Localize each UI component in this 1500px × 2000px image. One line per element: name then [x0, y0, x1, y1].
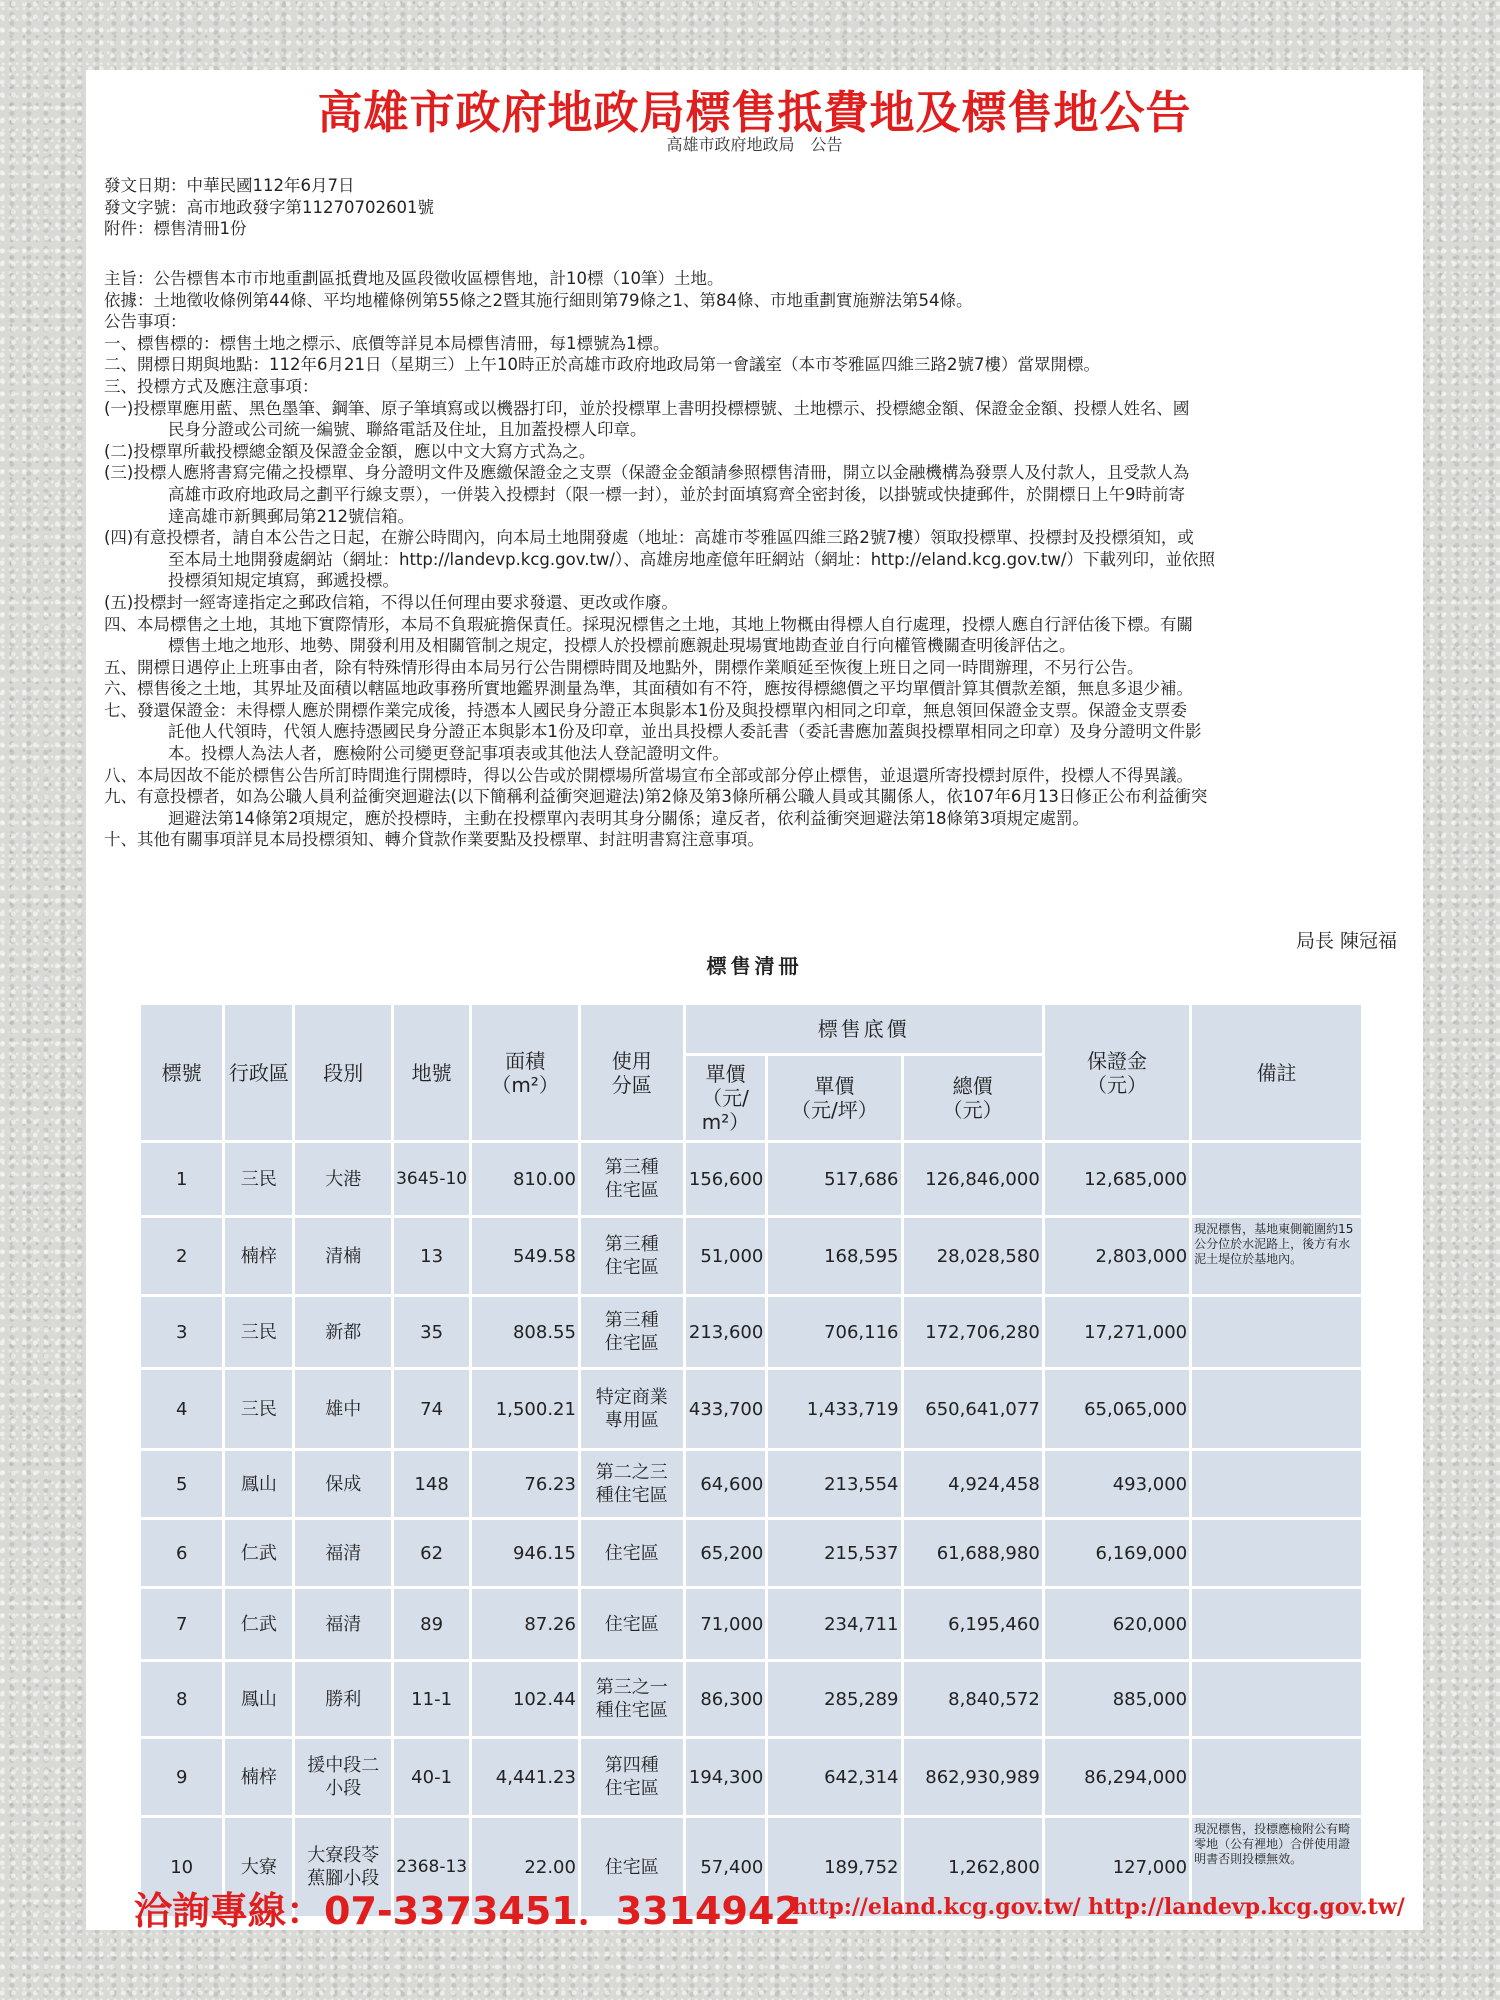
- col-header-unit-ping: 單價 （元/坪）: [768, 1056, 900, 1140]
- cell-district: 鳳山: [225, 1451, 292, 1517]
- cell-unit-ping: 285,289: [768, 1662, 900, 1736]
- table-row: [141, 1739, 1361, 1815]
- cell-total: 862,930,989: [904, 1739, 1042, 1815]
- cell-unit-m2: 213,600: [686, 1297, 766, 1367]
- cell-area: 808.55: [472, 1297, 578, 1367]
- cell-total: 172,706,280: [904, 1297, 1042, 1367]
- cell-remark: [1192, 1143, 1361, 1215]
- body-line: (三)投標人應將書寫完備之投標單、身分證明文件及應繳保證金之支票（保證金金額請參照標售清冊，開立以金融機構為發票人及付款人，且受款人為: [104, 463, 1190, 483]
- cell-zone: 第三種 住宅區: [581, 1143, 683, 1215]
- cell-deposit: 12,685,000: [1045, 1143, 1189, 1215]
- body-line: 九、有意投標者，如為公職人員利益衝突迴避法(以下簡稱利益衝突迴避法)第2條及第3條所稱公職人員或其關係人，依107年6月13日修正公布利益衝突: [104, 787, 1208, 807]
- cell-unit-m2: 65,200: [686, 1520, 766, 1586]
- body-line: (五)投標封一經寄達指定之郵政信箱，不得以任何理由要求發還、更改或作廢。: [104, 592, 678, 612]
- cell-unit-m2: 156,600: [686, 1143, 766, 1215]
- body-line: 一、標售標的：標售土地之標示、底價等詳見本局標售清冊，每1標號為1標。: [104, 333, 670, 353]
- notice-body: [104, 268, 1404, 851]
- list-title: 標售清冊: [706, 954, 803, 978]
- cell-deposit: 885,000: [1045, 1662, 1189, 1736]
- cell-section: 援中段二 小段: [295, 1739, 391, 1815]
- cell-zone: 第四種 住宅區: [581, 1739, 683, 1815]
- notice-sheet: [86, 70, 1423, 1933]
- cell-district: 鳳山: [225, 1662, 292, 1736]
- notice-title: 高雄市政府地政局標售抵費地及標售地公告: [317, 86, 1192, 139]
- attachment: 附件：標售清冊1份: [104, 219, 247, 238]
- notice-subtitle: 高雄市政府地政局 公告: [666, 135, 843, 154]
- cell-section: 保成: [295, 1451, 391, 1517]
- cell-unit-ping: 215,537: [768, 1520, 900, 1586]
- cell-section: 勝利: [295, 1662, 391, 1736]
- cell-lot: 148: [394, 1451, 469, 1517]
- cell-district: 楠梓: [225, 1218, 292, 1294]
- cell-remark: [1192, 1451, 1361, 1517]
- cell-section: 大港: [295, 1143, 391, 1215]
- table-row: [141, 1297, 1361, 1367]
- cell-remark: [1192, 1520, 1361, 1586]
- cell-zone: 住宅區: [581, 1589, 683, 1659]
- cell-deposit: 65,065,000: [1045, 1370, 1189, 1448]
- cell-district: 三民: [225, 1297, 292, 1367]
- cell-no: 9: [141, 1739, 222, 1815]
- cell-deposit: 2,803,000: [1045, 1218, 1189, 1294]
- cell-total: 126,846,000: [904, 1143, 1042, 1215]
- table-row: [141, 1589, 1361, 1659]
- cell-lot: 40-1: [394, 1739, 469, 1815]
- col-header-zone: 使用 分區: [581, 1005, 683, 1140]
- cell-deposit: 127,000: [1045, 1818, 1189, 1916]
- col-header-lot: 地號: [394, 1005, 469, 1140]
- cell-section: 福清: [295, 1520, 391, 1586]
- body-line: 民身分證或公司統一編號、聯絡電話及住址，且加蓋投標人印章。: [168, 420, 647, 440]
- table-header-row: [141, 1005, 1361, 1053]
- cell-deposit: 6,169,000: [1045, 1520, 1189, 1586]
- cell-deposit: 17,271,000: [1045, 1297, 1189, 1367]
- cell-deposit: 86,294,000: [1045, 1739, 1189, 1815]
- body-line: (四)有意投標者，請自本公告之日起，在辦公時間內，向本局土地開發處（地址：高雄市苓雅區四維三路2號7樓）領取投標單、投標封及投標須知，或: [104, 528, 1194, 548]
- body-line: 達高雄市新興郵局第212號信箱。: [168, 506, 414, 526]
- cell-total: 61,688,980: [904, 1520, 1042, 1586]
- cell-unit-ping: 1,433,719: [768, 1370, 900, 1448]
- body-line: 迴避法第14條第2項規定，應於投標時，主動在投標單內表明其身分關係；違反者，依利益衝突迴避法第18條第3項規定處罰。: [168, 808, 1089, 828]
- body-line: 七、發還保證金：未得標人應於開標作業完成後，持憑本人國民身分證正本與影本1份及與投標單內相同之印章，無息領回保證金支票。保證金支票委: [104, 700, 1187, 720]
- cell-unit-m2: 194,300: [686, 1739, 766, 1815]
- notice-meta: [104, 175, 434, 240]
- cell-section: 清楠: [295, 1218, 391, 1294]
- cell-zone: 住宅區: [581, 1818, 683, 1916]
- cell-zone: 第三種 住宅區: [581, 1297, 683, 1367]
- cell-unit-m2: 433,700: [686, 1370, 766, 1448]
- cell-remark: [1192, 1589, 1361, 1659]
- cell-zone: 住宅區: [581, 1520, 683, 1586]
- cell-total: 8,840,572: [904, 1662, 1042, 1736]
- cell-total: 650,641,077: [904, 1370, 1042, 1448]
- cell-no: 1: [141, 1143, 222, 1215]
- col-header-deposit: 保證金 （元）: [1045, 1005, 1189, 1140]
- body-line: 六、標售後之土地，其界址及面積以轄區地政事務所實地鑑界測量為準，其面積如有不符，應按得標總價之平均單價計算其價款差額，無息多退少補。: [104, 679, 1193, 699]
- cell-district: 大寮: [225, 1818, 292, 1916]
- body-line: 本。投標人為法人者，應檢附公司變更登記事項表或其他法人登記證明文件。: [168, 744, 729, 764]
- landevp-link[interactable]: http://landevp.kcg.gov.tw/: [1088, 1894, 1405, 1920]
- cell-unit-m2: 64,600: [686, 1451, 766, 1517]
- cell-total: 6,195,460: [904, 1589, 1042, 1659]
- cell-unit-ping: 234,711: [768, 1589, 900, 1659]
- cell-district: 三民: [225, 1370, 292, 1448]
- cell-unit-ping: 642,314: [768, 1739, 900, 1815]
- body-line: 投標須知規定填寫，郵遞投標。: [168, 571, 399, 591]
- cell-no: 7: [141, 1589, 222, 1659]
- cell-district: 楠梓: [225, 1739, 292, 1815]
- table-row: [141, 1662, 1361, 1736]
- col-header-total: 總價 （元）: [904, 1056, 1042, 1140]
- table-body: [141, 1143, 1361, 1916]
- cell-no: 2: [141, 1218, 222, 1294]
- cell-no: 6: [141, 1520, 222, 1586]
- table-row: [141, 1520, 1361, 1586]
- body-line: 託他人代領時，代領人應持憑國民身分證正本與影本1份及印章，並出具投標人委託書（委託書應加蓋與投標單相同之印章）及身分證明文件影: [168, 722, 1202, 742]
- cell-unit-ping: 189,752: [768, 1818, 900, 1916]
- body-line: 五、開標日遇停止上班事由者，除有特殊情形得由本局另行公告開標時間及地點外，開標作業順延至恢復上班日之同一時間辦理，不另行公告。: [104, 657, 1144, 677]
- cell-zone: 第三之一 種住宅區: [581, 1662, 683, 1736]
- cell-unit-m2: 86,300: [686, 1662, 766, 1736]
- cell-remark: [1192, 1370, 1361, 1448]
- cell-section: 福清: [295, 1589, 391, 1659]
- eland-link[interactable]: http://eland.kcg.gov.tw/: [792, 1894, 1081, 1920]
- cell-deposit: 620,000: [1045, 1589, 1189, 1659]
- cell-unit-m2: 51,000: [686, 1218, 766, 1294]
- body-line: 二、開標日期與地點：112年6月21日（星期三）上午10時正於高雄市政府地政局第一會議室（本市苓雅區四維三路2號7樓）當眾開標。: [104, 355, 1100, 375]
- cell-no: 4: [141, 1370, 222, 1448]
- cell-lot: 13: [394, 1218, 469, 1294]
- body-line: 高雄市政府地政局之劃平行線支票），一併裝入投標封（限一標一封），並於封面填寫齊全密封後，以掛號或快捷郵件，於開標日上午9時前寄: [168, 484, 1185, 504]
- cell-area: 87.26: [472, 1589, 578, 1659]
- cell-area: 549.58: [472, 1218, 578, 1294]
- body-line: 公告事項：: [104, 312, 187, 332]
- table-row: [141, 1370, 1361, 1448]
- col-header-district: 行政區: [225, 1005, 292, 1140]
- cell-remark: 現況標售，基地東側範圍約15公分位於水泥路上，後方有水泥土堤位於基地內。: [1192, 1218, 1361, 1294]
- col-header-no: 標號: [141, 1005, 222, 1140]
- cell-lot: 11-1: [394, 1662, 469, 1736]
- col-header-remark: 備註: [1192, 1005, 1361, 1140]
- cell-zone: 特定商業 專用區: [581, 1370, 683, 1448]
- cell-section: 大寮段苓 蕉腳小段: [295, 1818, 391, 1916]
- body-line: (二)投標單所載投標總金額及保證金金額，應以中文大寫方式為之。: [104, 441, 596, 461]
- hotline: 洽詢專線：07-3373451．3314942: [134, 1889, 801, 1933]
- cell-zone: 第二之三 種住宅區: [581, 1451, 683, 1517]
- cell-remark: 現況標售，投標應檢附公有畸零地（公有裡地）合併使用證明書否則投標無效。: [1192, 1818, 1361, 1916]
- cell-unit-ping: 213,554: [768, 1451, 900, 1517]
- cell-lot: 89: [394, 1589, 469, 1659]
- col-header-section: 段別: [295, 1005, 391, 1140]
- col-header-unit-m2: 單價 （元/ m²）: [686, 1056, 766, 1140]
- cell-no: 10: [141, 1818, 222, 1916]
- cell-unit-m2: 71,000: [686, 1589, 766, 1659]
- body-line: 八、本局因故不能於標售公告所訂時間進行開標時，得以公告或於開標場所當場宣布全部或部分停止標售，並退還所寄投標封原件，投標人不得異議。: [104, 765, 1193, 785]
- issue-ref: 發文字號：高市地政發字第11270702601號: [104, 197, 434, 217]
- cell-unit-ping: 706,116: [768, 1297, 900, 1367]
- table-row: [141, 1451, 1361, 1517]
- cell-total: 28,028,580: [904, 1218, 1042, 1294]
- cell-section: 新都: [295, 1297, 391, 1367]
- cell-lot: 3645-10: [394, 1143, 469, 1215]
- cell-no: 5: [141, 1451, 222, 1517]
- cell-zone: 第三種 住宅區: [581, 1218, 683, 1294]
- issue-date: 發文日期：中華民國112年6月7日: [104, 176, 355, 195]
- cell-area: 76.23: [472, 1451, 578, 1517]
- cell-lot: 35: [394, 1297, 469, 1367]
- body-line: 標售土地之地形、地勢、開發利用及相關管制之規定，投標人於投標前應親赴現場實地勘查並自行向權管機關查明後評估之。: [168, 636, 1076, 656]
- cell-lot: 74: [394, 1370, 469, 1448]
- cell-lot: 2368-13: [394, 1818, 469, 1916]
- cell-district: 仁武: [225, 1589, 292, 1659]
- cell-area: 22.00: [472, 1818, 578, 1916]
- body-line: (一)投標單應用藍、黑色墨筆、鋼筆、原子筆填寫或以機器打印，並於投標單上書明投標標號、土地標示、投標總金額、保證金金額、投標人姓名、國: [104, 398, 1190, 418]
- cell-lot: 62: [394, 1520, 469, 1586]
- cell-unit-ping: 168,595: [768, 1218, 900, 1294]
- cell-total: 1,262,800: [904, 1818, 1042, 1916]
- body-line: 主旨：公告標售本市市地重劃區抵費地及區段徵收區標售地，計10標（10筆）土地。: [104, 269, 724, 288]
- table-row: [141, 1143, 1361, 1215]
- body-line: 依據：土地徵收條例第44條、平均地權條例第55條之2暨其施行細則第79條之1、第84條、市地重劃實施辦法第54條。: [104, 290, 973, 310]
- cell-area: 946.15: [472, 1520, 578, 1586]
- cell-district: 三民: [225, 1143, 292, 1215]
- cell-unit-ping: 517,686: [768, 1143, 900, 1215]
- cell-area: 4,441.23: [472, 1739, 578, 1815]
- cell-area: 1,500.21: [472, 1370, 578, 1448]
- sale-list-table: [138, 1002, 1364, 1919]
- cell-area: 102.44: [472, 1662, 578, 1736]
- cell-district: 仁武: [225, 1520, 292, 1586]
- cell-no: 3: [141, 1297, 222, 1367]
- cell-remark: [1192, 1662, 1361, 1736]
- cell-unit-m2: 57,400: [686, 1818, 766, 1916]
- table-row: [141, 1218, 1361, 1294]
- body-line: 至本局土地開發處網站（網址：http://landevp.kcg.gov.tw/）、高雄房地產億年旺網站（網址：http://eland.kcg.gov.tw/）下載列印，並依照: [168, 549, 1215, 569]
- body-line: 三、投標方式及應注意事項：: [104, 376, 319, 396]
- body-line: 十、其他有關事項詳見本局投標須知、轉介貸款作業要點及投標單、封註明書寫注意事項。: [104, 830, 764, 850]
- col-header-reserve: 標售底價: [686, 1005, 1042, 1053]
- body-line: 四、本局標售之土地，其地下實際情形，本局不負瑕疵擔保責任。採現況標售之土地，其地上物概由得標人自行處理，投標人應自行評估後下標。有關: [104, 614, 1193, 634]
- cell-deposit: 493,000: [1045, 1451, 1189, 1517]
- director-signature: 局長 陳冠福: [1295, 930, 1397, 952]
- cell-section: 雄中: [295, 1370, 391, 1448]
- cell-no: 8: [141, 1662, 222, 1736]
- cell-remark: [1192, 1297, 1361, 1367]
- cell-remark: [1192, 1739, 1361, 1815]
- col-header-area: 面積 （m²）: [472, 1005, 578, 1140]
- cell-total: 4,924,458: [904, 1451, 1042, 1517]
- cell-area: 810.00: [472, 1143, 578, 1215]
